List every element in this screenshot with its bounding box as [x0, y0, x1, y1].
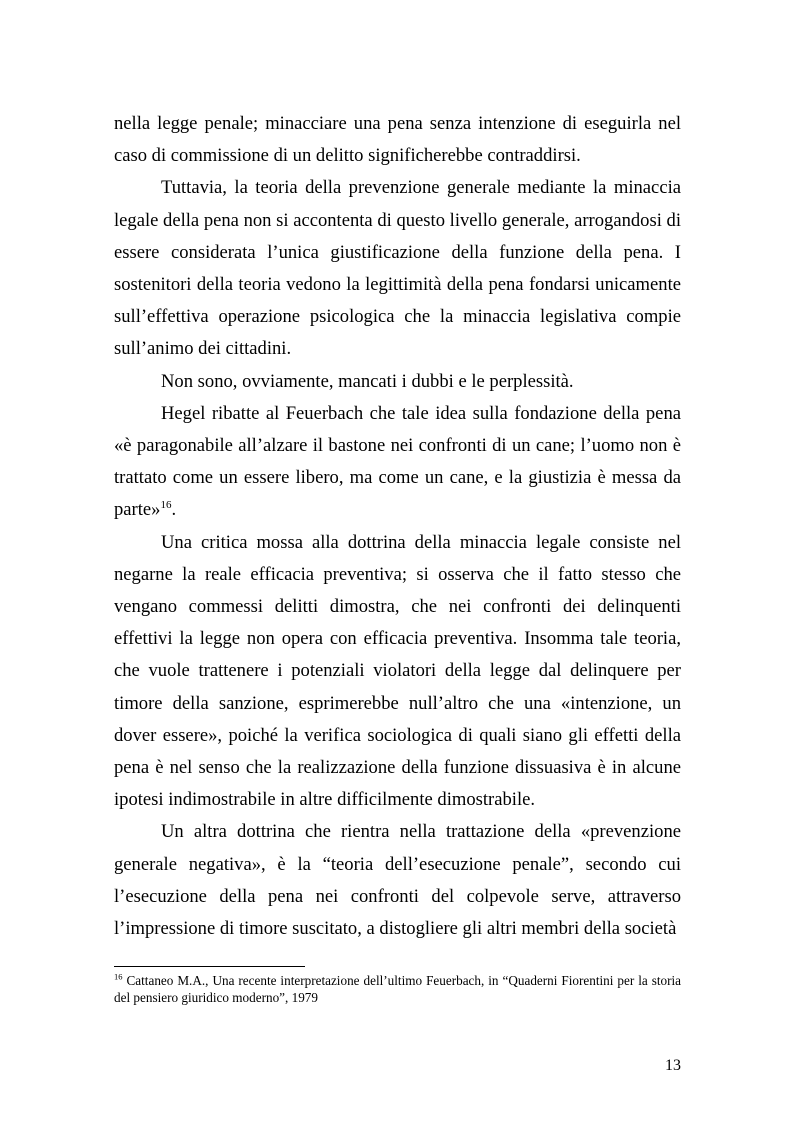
footnote-reference[interactable]: 16 [160, 499, 172, 512]
paragraph-critique: Una critica mossa alla dottrina della minaccia legale consiste nel negarne la reale efficacia preventiva; si osserva che il fatto stesso che vengano commessi delitti dimostra, che nei confronti dei delinquenti effettivi la legge non opera con efficacia preventiva. Insomma tale teoria, che vuole trattenere i potenziali violatori della legge dal delinquere per timore della sanzione, esprimerebbe null’altro che una «intenzione, un dover essere», poiché la verifica sociologica di quali siano gli effetti della pena è nel senso che la realizzazione della funzione dissuasiva è in alcune ipotesi indimostrabile in altre difficilmente dimostrabile. [114, 531, 681, 811]
body-text [114, 108, 681, 945]
paragraph-continuation: nella legge penale; minacciare una pena senza intenzione di eseguirla nel caso di commissione di un delitto significherebbe contraddirsi. [114, 113, 681, 167]
footnote-separator [114, 966, 305, 967]
paragraph-prevention-theory: Tuttavia, la teoria della prevenzione generale mediante la minaccia legale della pena non si accontenta di questo livello generale, arrogandosi di essere considerata l’unica giustificazione della funzione della pena. I sostenitori della teoria vedono la legittimità della pena fondarsi unicamente sull’effettiva operazione psicologica che la minaccia legislativa compie sull’animo dei cittadini. [114, 177, 681, 360]
footnote [114, 973, 681, 1006]
hegel-quote-text: Hegel ribatte al Feuerbach che tale idea sulla fondazione della pena «è paragonabile all’alzare il bastone nei confronti di un cane; l’uomo non è trattato come un essere libero, ma come un cane, e la giustizia è messa da parte» [114, 402, 681, 521]
paragraph-execution-theory: Un altra dottrina che rientra nella trattazione della «prevenzione generale negativa», è la “teoria dell’esecuzione penale”, secondo cui l’esecuzione della pena nei confronti del colpevole serve, attraverso l’impressione di timore suscitato, a distogliere gli altri membri della società [114, 821, 681, 940]
paragraph-doubts: Non sono, ovviamente, mancati i dubbi e le perplessità. [161, 370, 574, 392]
hegel-quote-end: . [171, 499, 177, 521]
footnote-number: 16 [114, 971, 123, 982]
footnote-text: Cattaneo M.A., Una recente interpretazione dell’ultimo Feuerbach, in “Quaderni Fiorentini per la storia del pensiero giuridico moderno”, 1979 [114, 973, 682, 1005]
page-number: 13 [665, 1057, 681, 1074]
paragraph-hegel [114, 398, 681, 527]
